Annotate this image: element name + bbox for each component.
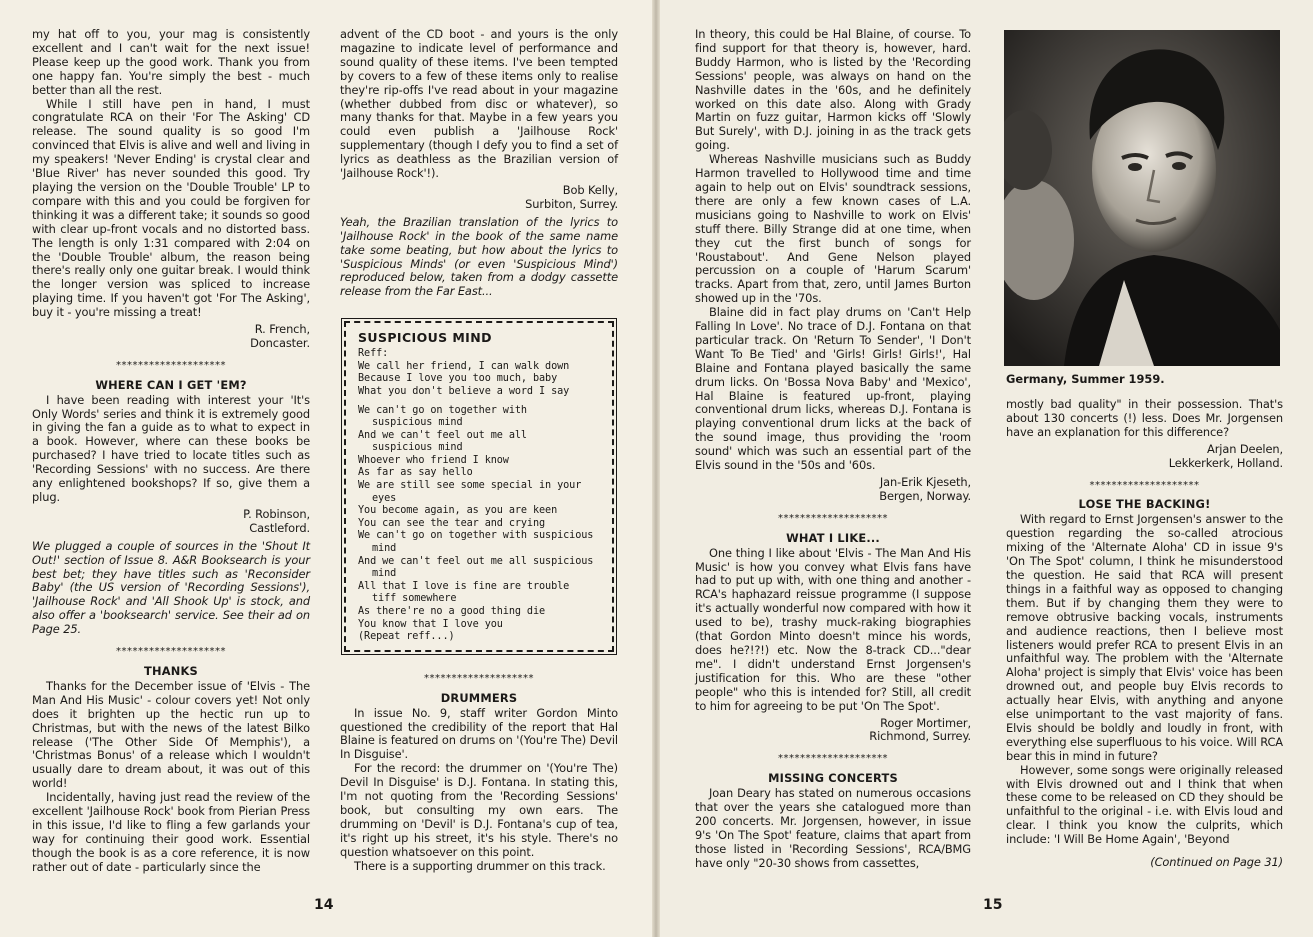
paragraph: While I still have pen in hand, I must congratulate RCA on their 'For The Asking' CD release. The sound quality is so good I'm convinced that Elvis is alive and well and living in my speakers! 'Never Ending' is crystal clear and 'Blue River' has never sounded this good. Try playing the version on the 'Double Trouble' LP to compare with this and you could be forgiven for thinking it was a different take; it sounds so good with clear up-front vocals and no distorted bass. The length is only 1:31 compared with 2:04 on the 'Double Trouble' album, the reason being there's really only one guitar break. I would think the longer version was spliced to increase playing time. If you haven't got 'For The Asking', buy it - you're missing a treat! (32, 96, 310, 320)
letter-signature (340, 184, 618, 212)
letter-heading: LOSE THE BACKING! (1078, 497, 1211, 512)
letter-signature (695, 717, 971, 745)
lyric-line: You can see the tear and crying (358, 517, 546, 529)
lyric-line: What you don't believe a word I say (358, 385, 570, 397)
lyric-line: (Repeat reff...) (358, 631, 455, 643)
letter-heading: WHAT I LIKE... (786, 530, 880, 545)
lyric-line: And we can't feel out me all suspicious (358, 555, 594, 567)
letter-heading: WHERE CAN I GET 'EM? (95, 377, 247, 392)
section-divider: ******************** (116, 359, 226, 371)
lyric-line: mind (372, 568, 397, 580)
lyric-line: mind (372, 543, 397, 555)
section-divider: ******************** (1089, 479, 1200, 491)
lyric-line: We can't go on together with suspicious (358, 530, 594, 542)
page-number: 15 (983, 897, 1003, 913)
right-column-2 (1006, 398, 1283, 870)
editor-reply: We plugged a couple of sources in the 'Shout It Out!' section of Issue 8. A&R Booksearch is your best bet; they have titles such as 'Reconsider Baby' (the US version of 'Recording Sessions'), 'Jailhouse Rock' and 'All Shook Up' is stock, and also offer a 'booksearch' service. See their ad on Page 25. (32, 538, 310, 637)
paragraph: I have been reading with interest your 'It's Only Words' series and think it is extremely good in giving the fan a guide as to what to expect in a book. However, where can these books be purchased? I have tried to locate titles such as 'Recording Sessions' with no success. Are there any enlightened bookshops? If so, give them a plug. (32, 392, 310, 504)
left-column-1 (32, 28, 310, 875)
editor-reply: Yeah, the Brazilian translation of the lyrics to 'Jailhouse Rock' in the book of the same name take some beating, but how about the lyrics to 'Suspicious Minds' (or even 'Suspicious Mind') reproduced below, taken from a dodgy cassette release from the Far East... (340, 214, 618, 299)
section-divider: ******************** (778, 512, 888, 524)
lyric-line: suspicious mind (372, 442, 463, 454)
letter-signature (695, 476, 971, 504)
signature-place: Castleford. (249, 520, 310, 535)
signature-place: Lekkerkerk, Holland. (1168, 455, 1283, 470)
lyric-line: Because I love you too much, baby (358, 373, 558, 385)
lyric-line: And we can't feel out me all (358, 429, 527, 441)
signature-place: Doncaster. (250, 335, 310, 350)
paragraph: advent of the CD boot - and yours is the only magazine to indicate level of performance and sound quality of these items. I've been tempted by covers to a few of these items only to realise they're rip-offs I've read about in your magazine (whether dubbed from disc or whatever), so many thanks for that. Maybe in a few years you could even publish a 'Jailhouse Rock' supplementary (though I defy you to find a set of lyrics as deathless as the Brazilian version of 'Jailhouse Rock'!). (340, 27, 618, 181)
right-column-1 (695, 28, 971, 871)
lyric-line: As there're no a good thing die (358, 606, 546, 617)
lyric-line: tiff somewhere (372, 593, 457, 605)
paragraph: Whereas Nashville musicians such as Buddy Harmon travelled to Hollywood time and time again to help out on Elvis' soundtrack sessions, there are only a few known cases of L.A. musicians going to Nashville to work on Elvis' stuff there. Billy Strange did at one time, when they cut the first bunch of songs for 'Roustabout'. And Gene Nelson played percussion on a couple of 'Harum Scarum' tracks. Apart from that, zero, until James Burton showed up in the '70s. (695, 152, 971, 306)
lyric-line: suspicious mind (372, 417, 463, 429)
signature-name: Jan-Erik Kjeseth, (879, 475, 971, 489)
section-divider: ******************** (778, 753, 888, 765)
signature-name: R. French, (254, 322, 310, 337)
paragraph: Incidentally, having just read the review of the excellent 'Jailhouse Rock' book from Pierian Press in this issue, I'd like to fling a few garlands your way for continuing their good work. Essential though the book is as a core reference, it is now rather out of date - particularly since the (32, 790, 310, 874)
paragraph: my hat off to you, your mag is consistently excellent and I can't wait for the next issue! Please keep up the good work. Thank you from one happy fan. You're simply the best - much better than all the rest. (32, 27, 310, 97)
lyric-line: We can't go on together with (358, 404, 527, 416)
signature-place: Bergen, Norway. (879, 488, 971, 503)
letter-heading: DRUMMERS (440, 690, 518, 705)
lyrics-box (344, 321, 614, 652)
lyric-line: eyes (372, 492, 397, 504)
letter-heading: MISSING CONCERTS (768, 771, 898, 786)
lyric-line: Reff: (358, 348, 389, 360)
letter-signature (32, 508, 310, 536)
signature-name: Bob Kelly, (562, 182, 618, 197)
paragraph: There is a supporting drummer on this track. (354, 858, 606, 873)
lyric-line: Whoever who friend I know (358, 454, 509, 466)
paragraph: Blaine did in fact play drums on 'Can't Help Falling In Love'. No trace of D.J. Fontana on that particular track. On 'Return To Sender', 'I Don't Want To Be Tied' and 'Girls! Girls! Girls!', Hal Blaine and Fontana played basically the same drum licks. On 'Bossa Nova Baby' and 'Mexico', Hal Blaine is featured up-front, playing conventional drum licks, whereas D.J. Fontana is playing conventional drum licks at the back of the sound image, thus providing the 'room sound' which was such an essential part of the Elvis sound in the '50s and '60s. (695, 305, 971, 473)
page-number: 14 (314, 897, 334, 913)
lyric-line: You know that I love you (358, 618, 503, 630)
paragraph: Joan Deary has stated on numerous occasions that over the years she catalogued more than 200 concerts. Mr. Jorgensen, however, in issue 9's 'On The Spot' feature, claims that apart from those listed in 'Recording Sessions', RCA/BMG have only "20-30 shows from cassettes, (695, 786, 971, 870)
elvis-photo (1004, 30, 1280, 366)
lyric-line: As far as say hello (358, 467, 473, 479)
signature-name: Arjan Deelen, (1207, 441, 1283, 456)
photo-caption: Germany, Summer 1959. (1006, 372, 1165, 386)
letter-heading: THANKS (144, 663, 198, 678)
paragraph: One thing I like about 'Elvis - The Man And His Music' is how you convey what Elvis fans have had to put up with, with one thing and another - RCA's haphazard reissue programme (I suppose it's actually wonderful now compared with how it used to be), trashy muck-raking biographies (that Gordon Minto doesn't mince his words, does he?!?!) etc. Now the 8-track CD..."dear me". I didn't understand Ernst Jorgensen's justification for this. Who are these "other people" who this is intended for? Still, all credit to him for agreeing to be put 'On The Spot'. (695, 545, 971, 713)
lyrics-title: SUSPICIOUS MIND (358, 330, 492, 346)
letter-signature (32, 323, 310, 351)
paragraph: Thanks for the December issue of 'Elvis - The Man And His Music' - colour covers yet! Not only does it brighten up the hectic run up to Christmas, but with the news of the latest Bilko release ('The Other Side Of Memphis'), a 'Christmas Bonus' of a release which I wouldn't usually dare to dream about, it was out of this world! (32, 678, 310, 791)
section-divider: ******************** (424, 672, 534, 684)
photo-illustration (1004, 30, 1280, 366)
signature-name: Roger Mortimer, (880, 715, 971, 730)
signature-place: Surbiton, Surrey. (525, 196, 618, 211)
paragraph: With regard to Ernst Jorgensen's answer to the question regarding the so-called atrocious mixing of the 'Alternate Aloha' CD in issue 9's 'On The Spot' column, I think he misunderstood the question. He said that RCA will present things in a faithful way as opposed to changing them. But if by changing them they were to remove obtrusive backing vocals, instruments and audience reactions, then I believe most listeners would prefer RCA to present Elvis in an unfaithful way. The problem with the 'Alternate Aloha' project is simply that Elvis' voice has been drowned out, and people buy Elvis records to actually hear Elvis, with anything and anyone else unimportant to the vast majority of fans. Elvis should be boldly and loudly in front, with everything else superfluous to his voice. Will RCA bear this in mind in future? (1006, 512, 1283, 763)
section-divider: ******************** (116, 646, 226, 658)
paragraph: For the record: the drummer on '(You're The) Devil In Disguise' is D.J. Fontana. In stating this, I'm not quoting from the 'Recording Sessions' book, but consulting my own ears. The drumming on 'Devil' is D.J. Fontana's cup of tea, it's right up his street, it's his style. There's no question whatsoever on this point. (340, 761, 618, 859)
left-column-2 (340, 28, 618, 873)
paragraph: In issue No. 9, staff writer Gordon Minto questioned the credibility of the report that Hal Blaine is featured on drums on '(You're The) Devil In Disguise'. (340, 705, 618, 762)
signature-place: Richmond, Surrey. (869, 729, 971, 744)
continued-note: (Continued on Page 31) (1150, 855, 1283, 870)
page-gutter (652, 0, 660, 937)
lyric-line: We are still see some special in your (358, 480, 582, 492)
paragraph: However, some songs were originally released with Elvis drowned out and I think that when these come to be released on CD they should be unfaithful to the original - i.e. with Elvis loud and clear. I think you know the culprits, which include: 'I Will Be Home Again', 'Beyond (1006, 762, 1283, 847)
paragraph: In theory, this could be Hal Blaine, of course. To find support for that theory is, however, hard. Buddy Harmon, who is listed by the 'Recording Sessions' people, was always on hand on the Nashville dates in the '60s, and he definitely worked on this date also. Along with Grady Martin on fuzz guitar, Harmon kicks off 'Slowly But Surely', with D.J. joining in as the track gets going. (695, 27, 971, 153)
lyric-line: You become again, as you are keen (358, 505, 558, 517)
paragraph: mostly bad quality" in their possession. That's about 130 concerts (!) less. Does Mr. Jorgensen have an explanation for this difference? (1006, 397, 1283, 439)
letter-signature (1006, 443, 1283, 471)
lyric-line: We call her friend, I can walk down (358, 360, 570, 372)
lyric-line: All that I love is fine are trouble (358, 580, 570, 592)
signature-name: P. Robinson, (243, 506, 310, 521)
